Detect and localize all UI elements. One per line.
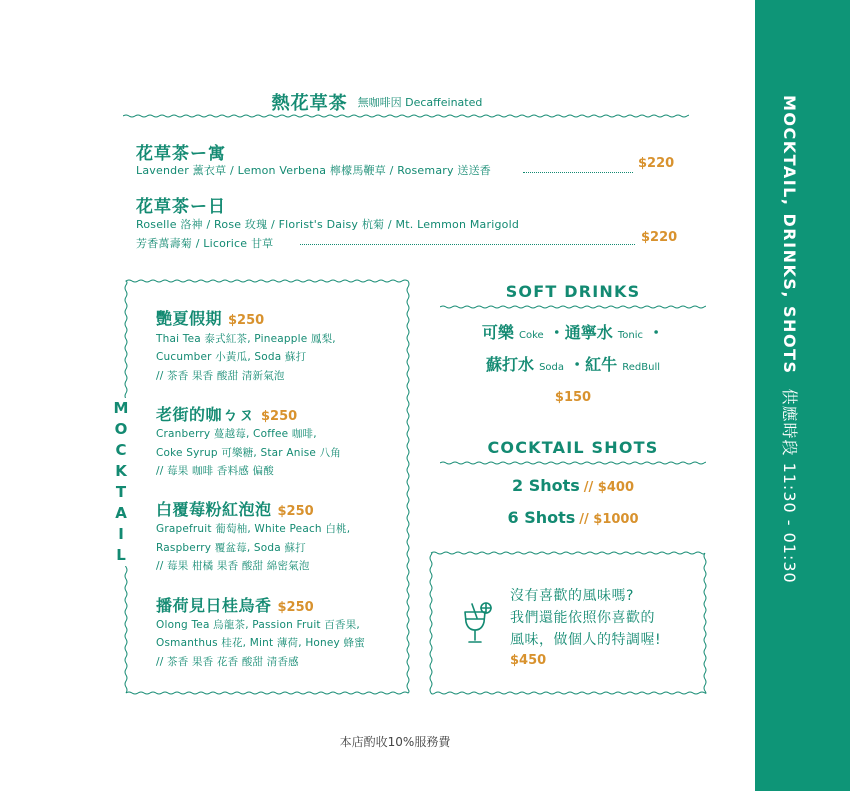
mocktail-notes: // 莓果 柑橘 果香 酸甜 綿密氣泡 — [156, 560, 310, 572]
mocktail-ingredients: Thai Tea 泰式紅茶, Pineapple 鳳梨, — [156, 333, 336, 345]
mocktail-label-letter: L — [116, 546, 126, 564]
mocktail-vertical-label — [113, 398, 129, 566]
mocktail-item-name: 播荷見日桂烏香 $250 — [156, 596, 314, 615]
mocktail-item-name: 白覆莓粉紅泡泡 $250 — [156, 500, 314, 519]
tea-item-name: 花草茶ー日 — [136, 197, 226, 217]
custom-drink-price: $450 — [510, 653, 547, 668]
soft-drinks-row: 可樂 Coke ・通寧水 Tonic ・ — [481, 323, 665, 342]
herbal-wavy-divider — [123, 113, 689, 119]
mocktail-label-letter: T — [115, 483, 127, 501]
service-charge-note: 本店酌收10%服務費 — [339, 735, 451, 749]
mocktail-label-letter: C — [115, 441, 127, 459]
soft-drinks-wavy-divider — [440, 304, 706, 310]
mocktail-ingredients: Cranberry 蔓越莓, Coffee 咖啡, — [156, 428, 317, 440]
mocktail-item-name: 艷夏假期 $250 — [156, 309, 265, 328]
custom-drink-text: 風味，做個人的特調喔! — [510, 632, 662, 648]
mocktail-notes: // 莓果 咖啡 香料感 偏酸 — [156, 465, 274, 477]
mocktail-item-price: $250 — [277, 504, 314, 519]
mocktail-label-letter: K — [115, 462, 127, 480]
herbal-tea-heading — [0, 89, 754, 115]
mocktail-label-letter: O — [114, 420, 128, 438]
mocktail-label-letter: M — [113, 399, 129, 417]
tea-item-price: $220 — [641, 230, 678, 245]
mocktail-label-letter: A — [115, 504, 127, 522]
tea-item-price: $220 — [638, 156, 675, 171]
sidebar-vertical-title — [779, 95, 802, 584]
mocktail-notes: // 茶香 果香 酸甜 清新氣泡 — [156, 370, 285, 382]
custom-drink-text: 沒有喜歡的風味嗎? — [510, 588, 634, 604]
mocktail-ingredients: Coke Syrup 可樂糖, Star Anise 八角 — [156, 447, 341, 459]
custom-drink-text: 我們還能依照你喜歡的 — [510, 610, 655, 626]
shots-wavy-divider — [440, 460, 706, 466]
mocktail-ingredients: Cucumber 小黃瓜, Soda 蘇打 — [156, 351, 307, 363]
soft-drinks-title: SOFT DRINKS — [505, 282, 641, 301]
service-hours: 供應時段 11:30 - 01:30 — [780, 388, 799, 584]
soft-drinks-row: 蘇打水 Soda ・紅牛 RedBull — [485, 355, 661, 374]
mocktail-item-price: $250 — [228, 313, 265, 328]
tea-item-desc: Lavender 薰衣草 / Lemon Verbena 檸檬馬鞭草 / Rosemary 送送香 — [136, 164, 491, 177]
cocktail-glass-icon — [460, 600, 494, 646]
shot-option: 2 Shots // $400 — [512, 476, 634, 495]
shot-option: 6 Shots // $1000 — [507, 508, 639, 527]
mocktail-ingredients: Olong Tea 烏龍茶, Passion Fruit 百香果, — [156, 619, 360, 631]
cocktail-shots-title: COCKTAIL SHOTS — [487, 438, 659, 457]
herbal-subtitle: 無咖啡因 Decaffeinated — [357, 96, 483, 109]
sidebar-panel — [755, 0, 850, 791]
tea-item-desc-2: 芳香萬壽菊 / Licorice 甘草 — [136, 237, 274, 250]
mocktail-item-price: $250 — [277, 600, 314, 615]
mocktail-item-price: $250 — [261, 409, 298, 424]
sidebar-title: MOCKTAIL, DRINKS, SHOTS — [780, 95, 799, 375]
price-leader — [523, 172, 633, 173]
soft-drinks-price: $150 — [554, 390, 592, 405]
tea-item-name: 花草茶ー寓 — [136, 144, 226, 164]
mocktail-label-letter: I — [118, 525, 124, 543]
mocktail-notes: // 茶香 果香 花香 酸甜 清香感 — [156, 656, 299, 668]
price-leader — [300, 244, 635, 245]
mocktail-item-name: 老街的咖ㄅㄡ $250 — [156, 405, 298, 424]
mocktail-ingredients: Raspberry 覆盆莓, Soda 蘇打 — [156, 542, 306, 554]
mocktail-ingredients: Osmanthus 桂花, Mint 薄荷, Honey 蜂蜜 — [156, 637, 365, 649]
herbal-title: 熱花草茶 — [271, 93, 348, 114]
mocktail-ingredients: Grapefruit 葡萄柚, White Peach 白桃, — [156, 523, 351, 535]
tea-item-desc: Roselle 洛神 / Rose 玫瑰 / Florist's Daisy 杭菊 / Mt. Lemmon Marigold — [136, 218, 520, 231]
